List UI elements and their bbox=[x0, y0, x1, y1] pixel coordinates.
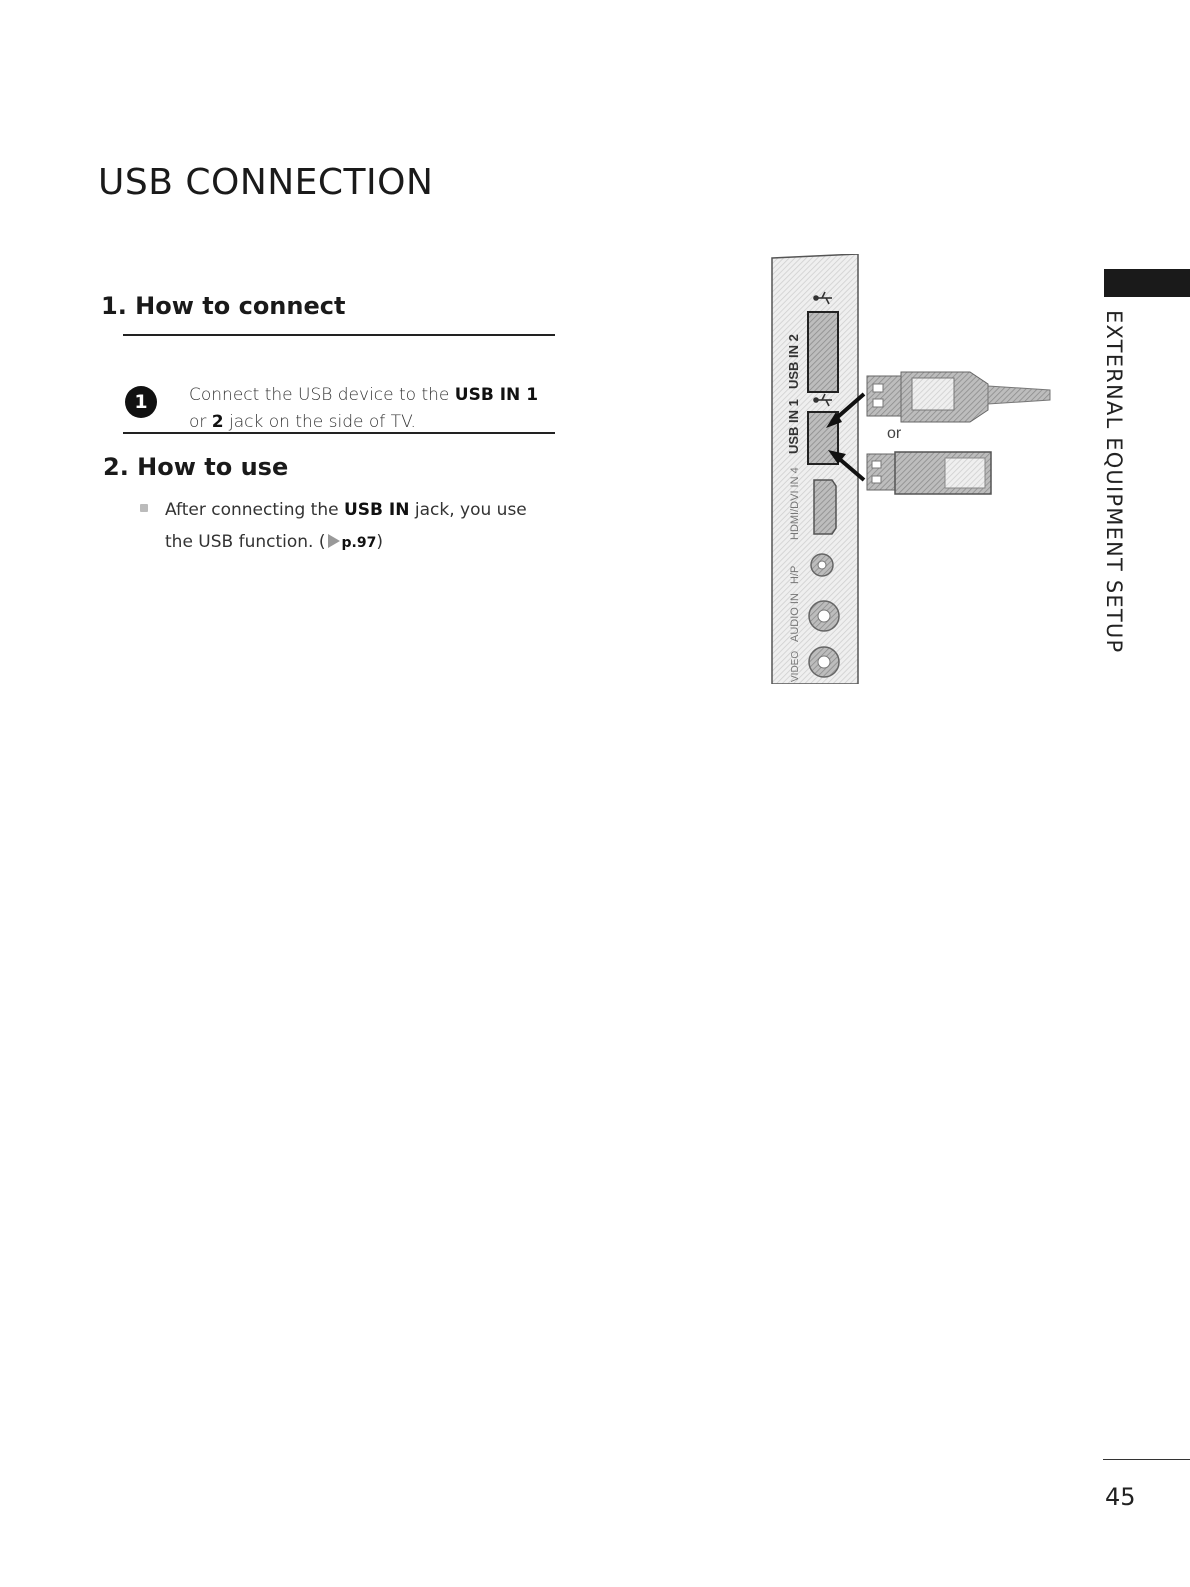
usage-text bbox=[165, 494, 560, 559]
divider bbox=[123, 432, 555, 434]
hdmi-port bbox=[814, 480, 836, 534]
port-label-hp: H/P bbox=[789, 565, 801, 584]
step-text-bold: 2 bbox=[211, 412, 224, 432]
step-text-part: jack on the side of TV. bbox=[223, 412, 416, 432]
chapter-side-label-text: EXTERNAL EQUIPMENT SETUP bbox=[1102, 310, 1126, 654]
usb-cable-plug-icon bbox=[867, 372, 1050, 422]
step-text-part: or bbox=[189, 412, 212, 432]
usage-text-part: jack, you use the USB function. ( bbox=[165, 500, 527, 552]
port-label-audio: AUDIO IN bbox=[789, 593, 801, 642]
bullet-icon bbox=[140, 504, 148, 512]
footer-divider bbox=[1103, 1459, 1190, 1460]
divider bbox=[123, 334, 555, 336]
usb-stick-icon bbox=[867, 452, 991, 494]
usb-port-2 bbox=[808, 312, 838, 392]
usage-text-part: After connecting the bbox=[165, 500, 344, 520]
usage-text-bold: USB IN bbox=[344, 500, 410, 520]
page-reference-arrow-icon bbox=[328, 534, 340, 548]
usage-text-part: ) bbox=[376, 532, 383, 552]
step-number-badge: 1 bbox=[125, 386, 157, 418]
chapter-tab-marker bbox=[1104, 269, 1190, 297]
tv-side-panel-diagram bbox=[770, 254, 1070, 684]
port-label-video: VIDEO bbox=[790, 650, 801, 682]
port-label-usb-in-1: USB IN 1 bbox=[786, 399, 801, 454]
section-heading-how-to-use: 2. How to use bbox=[103, 453, 289, 481]
usb-connection-illustration bbox=[770, 254, 1070, 684]
port-label-hdmi: HDMI/DVI IN 4 bbox=[789, 467, 801, 540]
section-heading-how-to-connect: 1. How to connect bbox=[101, 292, 346, 320]
step-1-text bbox=[189, 382, 549, 436]
page-reference: p.97 bbox=[341, 535, 377, 551]
chapter-side-label bbox=[1098, 310, 1128, 670]
page-title: USB CONNECTION bbox=[98, 162, 434, 203]
page-number: 45 bbox=[1105, 1483, 1136, 1511]
step-text-part: Connect the USB device to the bbox=[189, 385, 455, 405]
port-label-usb-in-2: USB IN 2 bbox=[786, 334, 801, 389]
or-label: or bbox=[887, 425, 902, 442]
step-text-bold: USB IN 1 bbox=[454, 385, 539, 405]
